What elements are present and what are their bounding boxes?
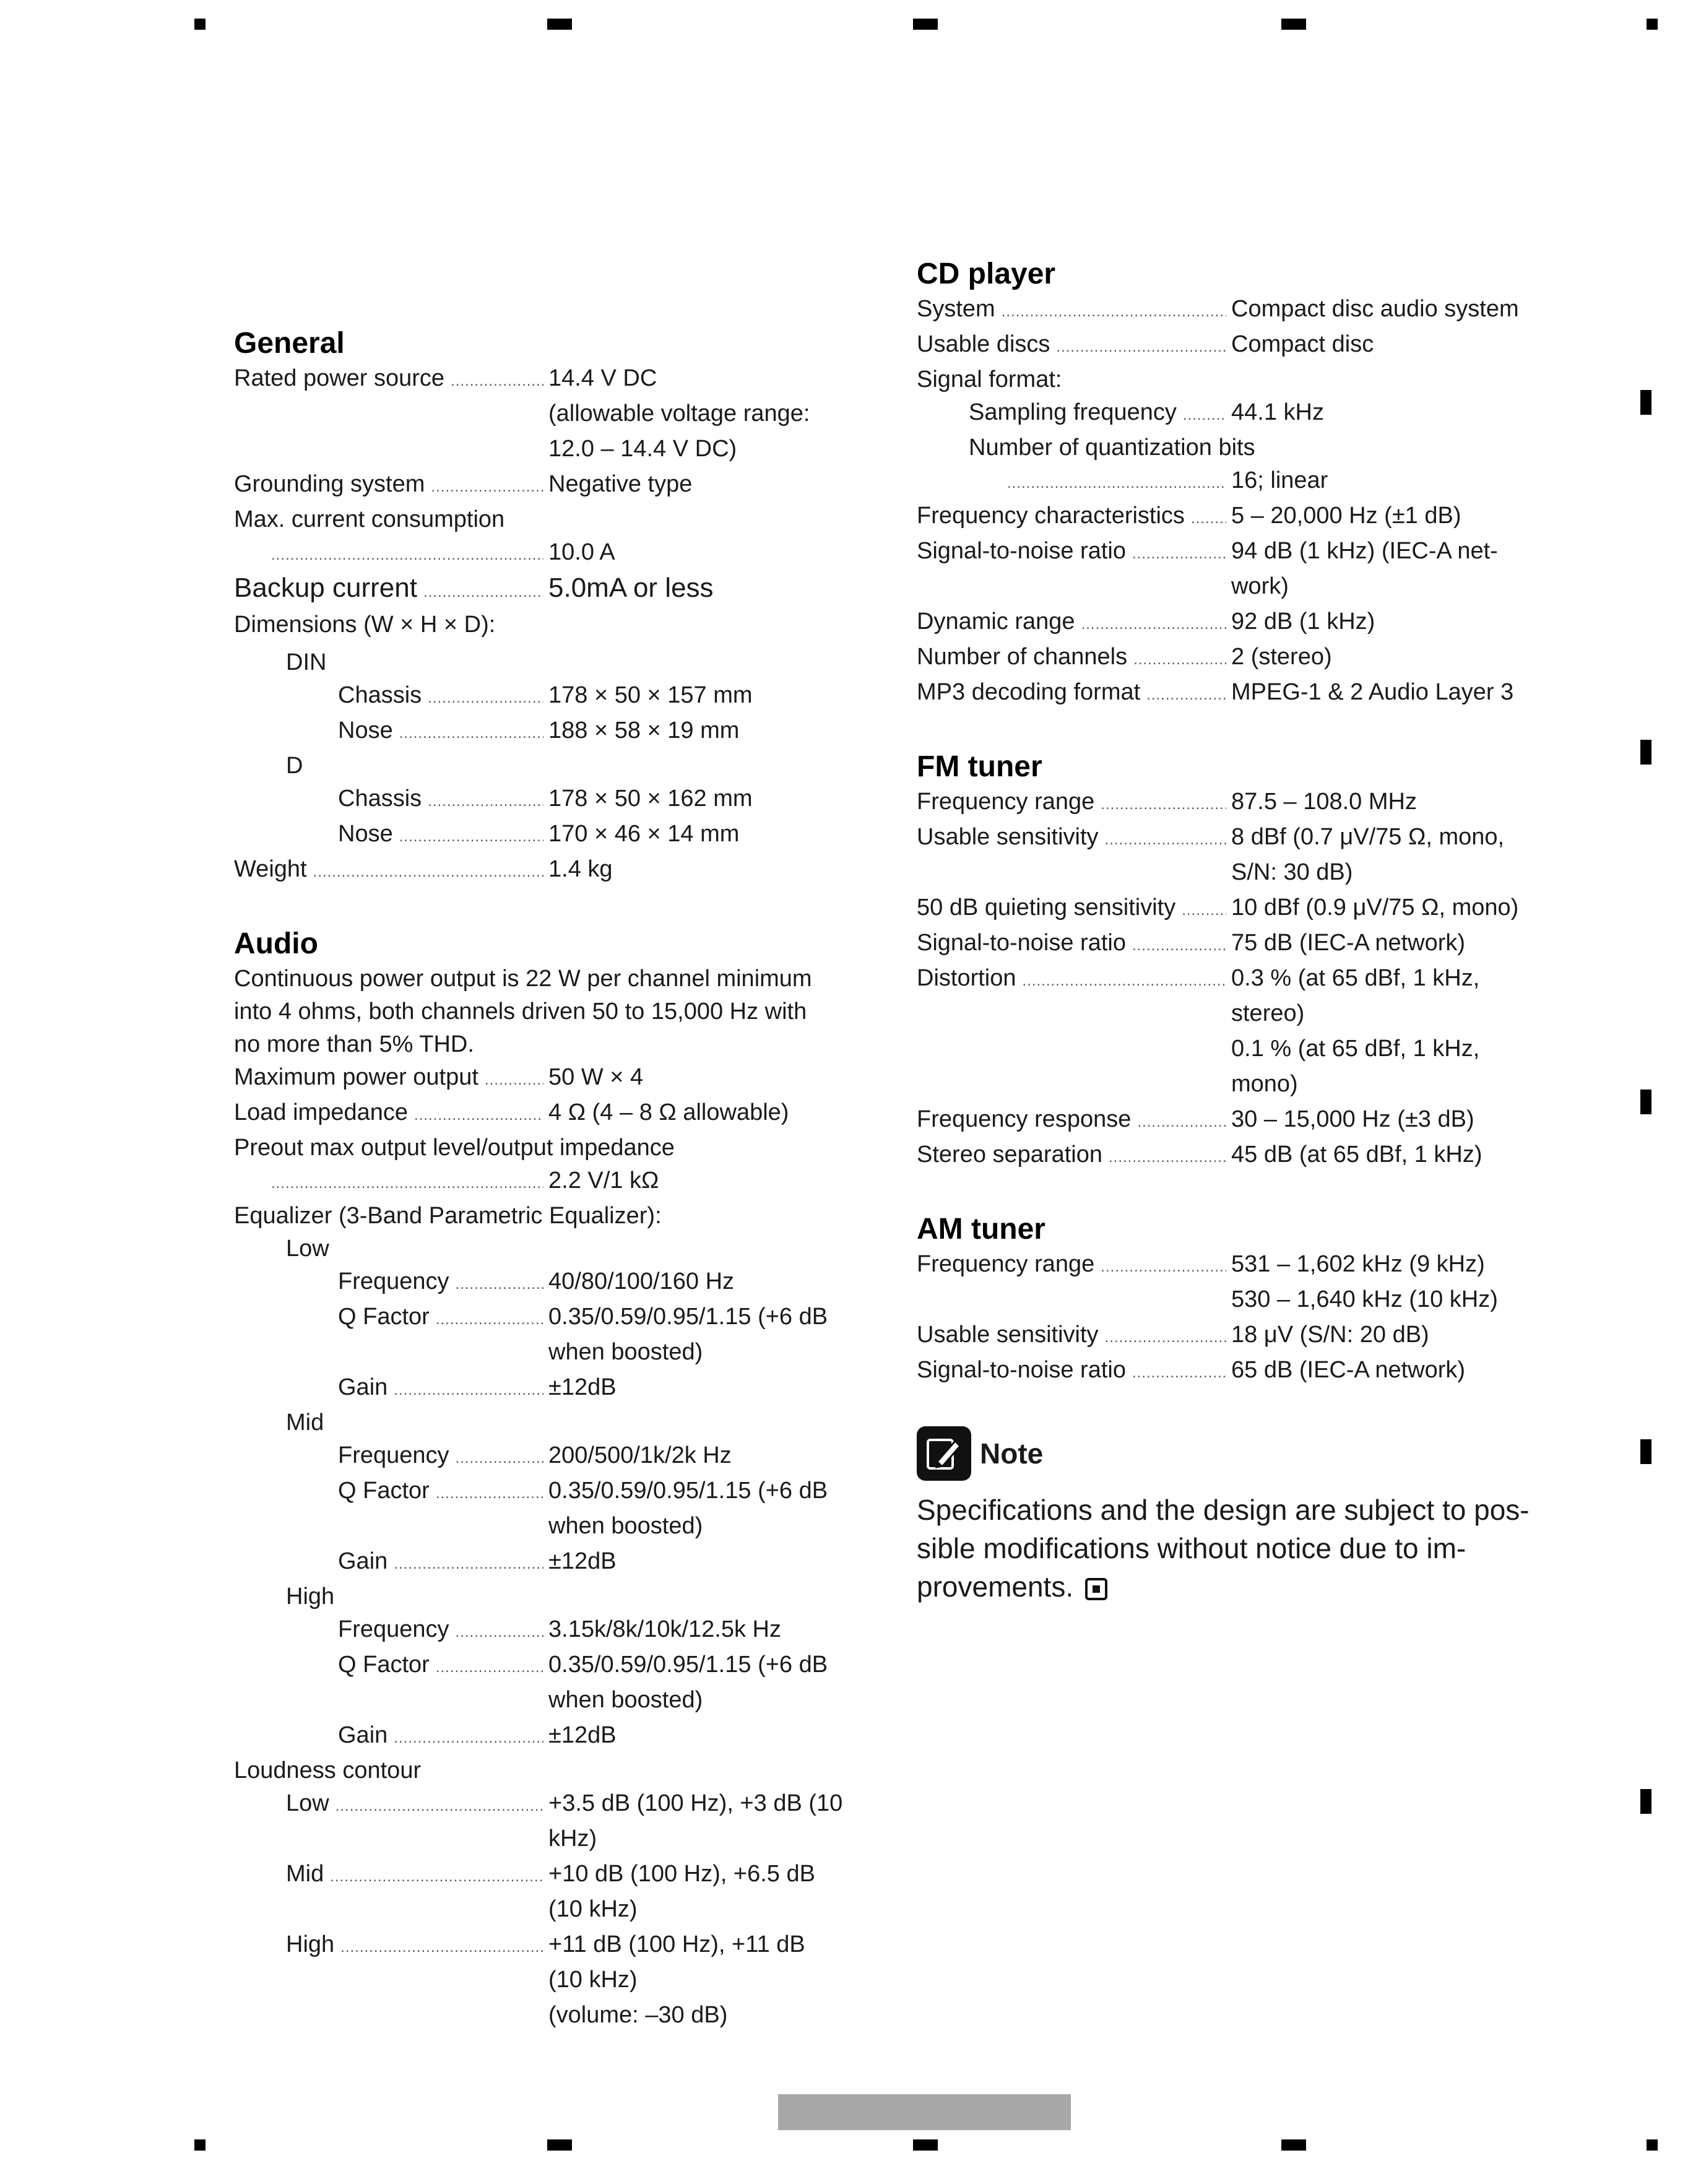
spec-label: Number of channels (917, 644, 1128, 670)
leader-dots (387, 1719, 543, 1754)
spec-value: (volume: –30 dB) (548, 2002, 728, 2028)
registration-mark (194, 2139, 206, 2151)
spec-label: Signal-to-noise ratio (917, 538, 1126, 564)
spec-row (234, 468, 878, 503)
spec-row (234, 1858, 878, 1893)
spec-value: 531 – 1,602 kHz (9 kHz) (1231, 1251, 1485, 1277)
spec-row (234, 1719, 878, 1754)
spec-value: 14.4 V DC (548, 365, 657, 391)
leader-dots (995, 293, 1226, 328)
spec-value: 530 – 1,640 kHz (10 kHz) (1231, 1286, 1498, 1312)
leader-dots (1016, 962, 1227, 997)
spec-row (234, 750, 878, 782)
general-title: General (234, 327, 345, 360)
leader-dots (422, 782, 543, 818)
audio-intro-line: Continuous power output is 22 W per channel minimum (234, 966, 812, 992)
spec-label: System (917, 296, 995, 322)
leader-dots (449, 1265, 543, 1301)
leader-dots (1127, 641, 1226, 676)
leader-dots (408, 1096, 543, 1132)
leader-dots (1131, 1103, 1226, 1138)
spec-row (917, 328, 1573, 363)
spec-value: Compact disc audio system (1231, 296, 1519, 322)
spec-value: 170 × 46 × 14 mm (548, 821, 740, 847)
spec-value: 87.5 – 108.0 MHz (1231, 789, 1417, 815)
spec-label: Stereo separation (917, 1142, 1102, 1168)
leader-dots (444, 362, 543, 397)
spec-label: Backup current (234, 573, 417, 603)
spec-row (917, 464, 1573, 500)
spec-label: D (286, 753, 303, 779)
leader-dots (393, 818, 543, 853)
spec-value: ±12dB (548, 1374, 617, 1400)
spec-row (234, 1265, 878, 1301)
spec-row (234, 1684, 878, 1719)
spec-label: Equalizer (3-Band Parametric Equalizer): (234, 1203, 662, 1229)
spec-label: Grounding system (234, 471, 425, 497)
spec-value: Negative type (548, 471, 693, 497)
leader-dots (417, 571, 543, 609)
spec-value: 92 dB (1 kHz) (1231, 609, 1375, 635)
fm-tuner-spec-list (917, 786, 1573, 1174)
leader-dots (307, 853, 543, 888)
leader-dots (430, 1301, 543, 1336)
leader-dots (265, 536, 543, 571)
registration-mark (913, 19, 938, 30)
spec-value: 0.35/0.59/0.95/1.15 (+6 dB (548, 1478, 828, 1504)
leader-dots (430, 1649, 543, 1684)
spec-value: stereo) (1231, 1000, 1305, 1026)
spec-label: Frequency (338, 1616, 449, 1642)
spec-row (917, 535, 1573, 570)
leader-dots (1126, 535, 1226, 570)
spec-label: DIN (286, 649, 327, 675)
registration-mark (1647, 2139, 1658, 2151)
note-text (917, 1491, 1536, 1606)
spec-label: Signal-to-noise ratio (917, 930, 1126, 956)
spec-row (234, 503, 878, 536)
spec-value: 1.4 kg (548, 856, 613, 882)
spec-row (234, 571, 878, 609)
spec-row (234, 1406, 878, 1439)
spec-value: 4 Ω (4 – 8 Ω allowable) (548, 1099, 789, 1125)
spec-value: when boosted) (548, 1339, 703, 1365)
spec-row (917, 997, 1573, 1033)
spec-label: Nose (338, 717, 393, 743)
leader-dots (1175, 891, 1226, 927)
spec-label: Frequency response (917, 1106, 1132, 1132)
spec-label: Chassis (338, 786, 422, 812)
note-line: provements. (917, 1571, 1074, 1603)
spec-label: Frequency (338, 1442, 449, 1468)
spec-value: 5.0mA or less (548, 573, 714, 603)
spec-row (917, 500, 1573, 535)
registration-mark (1281, 2139, 1306, 2151)
leader-dots (449, 1439, 543, 1475)
leader-dots (387, 1371, 543, 1406)
spec-row (234, 1371, 878, 1406)
spec-label: Usable sensitivity (917, 1322, 1099, 1348)
spec-label: Frequency range (917, 789, 1095, 815)
spec-value: 5 – 20,000 Hz (±1 dB) (1231, 503, 1461, 529)
note-line: Specifications and the design are subject to pos- (917, 1494, 1530, 1526)
general-spec-list (234, 362, 878, 888)
cd-player-spec-list (917, 293, 1573, 711)
spec-value: 178 × 50 × 157 mm (548, 682, 753, 708)
spec-value: 75 dB (IEC-A network) (1231, 930, 1466, 956)
spec-value: 12.0 – 14.4 V DC) (548, 436, 737, 462)
spec-row (234, 609, 878, 641)
spec-row (234, 1336, 878, 1371)
spec-row (234, 1301, 878, 1336)
leader-dots (1099, 1319, 1226, 1354)
leader-dots (478, 1061, 543, 1096)
spec-row (234, 1545, 878, 1580)
spec-value: MPEG-1 & 2 Audio Layer 3 (1231, 679, 1514, 705)
spec-row (234, 362, 878, 397)
right-column (917, 256, 1573, 1606)
spec-value: 0.35/0.59/0.95/1.15 (+6 dB (548, 1652, 828, 1678)
spec-label: Usable sensitivity (917, 824, 1099, 850)
spec-row (234, 1613, 878, 1649)
spec-value: (10 kHz) (548, 1967, 638, 1993)
spec-value: 94 dB (1 kHz) (IEC-A net- (1231, 538, 1498, 564)
spec-row (917, 431, 1573, 464)
spec-row (234, 782, 878, 818)
spec-row (234, 1061, 878, 1096)
registration-mark (547, 19, 572, 30)
spec-label: Signal-to-noise ratio (917, 1357, 1126, 1383)
spec-row (917, 1354, 1573, 1389)
page-number-bar (778, 2094, 1071, 2130)
spec-value: (allowable voltage range: (548, 401, 810, 427)
leader-dots (422, 679, 543, 714)
spec-label: Max. current consumption (234, 506, 505, 532)
spec-value: work) (1231, 573, 1289, 599)
spec-row (917, 605, 1573, 641)
registration-mark (1281, 19, 1306, 30)
spec-row (234, 1580, 878, 1613)
leader-dots (334, 1928, 543, 1964)
spec-row (234, 1649, 878, 1684)
spec-label: Q Factor (338, 1652, 430, 1678)
registration-mark (1640, 1439, 1651, 1464)
spec-label: MP3 decoding format (917, 679, 1141, 705)
registration-mark (1640, 1090, 1651, 1114)
spec-value: 18 μV (S/N: 20 dB) (1231, 1322, 1429, 1348)
spec-value: 65 dB (IEC-A network) (1231, 1357, 1466, 1383)
am-tuner-title: AM tuner (917, 1213, 1045, 1246)
leader-dots (1102, 1138, 1226, 1174)
spec-label: Preout max output level/output impedance (234, 1135, 675, 1161)
spec-row (234, 679, 878, 714)
spec-row (917, 676, 1573, 711)
spec-label: High (286, 1931, 335, 1957)
audio-intro-line: into 4 ohms, both channels driven 50 to 15,000 Hz with (234, 999, 807, 1025)
spec-label: Load impedance (234, 1099, 408, 1125)
spec-value: 3.15k/8k/10k/12.5k Hz (548, 1616, 781, 1642)
leader-dots (425, 468, 543, 503)
spec-row (234, 1999, 878, 2034)
spec-label: Q Factor (338, 1478, 430, 1504)
spec-value: 16; linear (1231, 467, 1328, 493)
leader-dots (1185, 500, 1226, 535)
fm-tuner-title: FM tuner (917, 750, 1042, 783)
spec-row (917, 1319, 1573, 1354)
spec-row (234, 1200, 878, 1233)
registration-mark (1640, 1789, 1651, 1814)
spec-value: S/N: 30 dB) (1231, 859, 1353, 885)
spec-row (917, 821, 1573, 856)
spec-label: Rated power source (234, 365, 445, 391)
spec-row (917, 641, 1573, 676)
spec-row (917, 786, 1573, 821)
leader-dots (1140, 676, 1226, 711)
spec-value: +11 dB (100 Hz), +11 dB (548, 1931, 805, 1957)
spec-label: Dimensions (W × H × D): (234, 612, 496, 638)
spec-label: Weight (234, 856, 307, 882)
spec-label: High (286, 1584, 335, 1610)
spec-row (917, 396, 1573, 431)
spec-value: +10 dB (100 Hz), +6.5 dB (548, 1861, 815, 1887)
spec-row (234, 1893, 878, 1928)
spec-value: 44.1 kHz (1231, 399, 1324, 425)
spec-row (234, 433, 878, 468)
note-line: sible modifications without notice due to im- (917, 1532, 1466, 1564)
spec-row (917, 891, 1573, 927)
spec-value: 0.35/0.59/0.95/1.15 (+6 dB (548, 1304, 828, 1330)
spec-row (234, 1233, 878, 1265)
leader-dots (387, 1545, 543, 1580)
spec-row (234, 1928, 878, 1964)
spec-value: (10 kHz) (548, 1896, 638, 1922)
spec-label: 50 dB quieting sensitivity (917, 895, 1176, 921)
audio-intro (234, 963, 878, 1061)
spec-row (234, 1164, 878, 1200)
note-header (917, 1426, 1573, 1481)
spec-label: Gain (338, 1374, 388, 1400)
spec-value: 0.3 % (at 65 dBf, 1 kHz, (1231, 965, 1480, 991)
spec-row (234, 818, 878, 853)
spec-label: Usable discs (917, 331, 1050, 357)
registration-mark (1640, 390, 1651, 415)
spec-value: 0.1 % (at 65 dBf, 1 kHz, (1231, 1036, 1480, 1062)
leader-dots (1094, 1248, 1226, 1283)
pencil-note-icon (917, 1426, 971, 1481)
spec-value: kHz) (548, 1826, 597, 1852)
leader-dots (1050, 328, 1226, 363)
leader-dots (1177, 396, 1226, 431)
spec-value: ±12dB (548, 1722, 617, 1748)
spec-row (234, 714, 878, 750)
spec-row (917, 1033, 1573, 1068)
spec-row (917, 363, 1573, 396)
spec-row (917, 293, 1573, 328)
spec-label: Gain (338, 1722, 388, 1748)
spec-row (234, 1964, 878, 1999)
spec-row (234, 1510, 878, 1545)
spec-value: 30 – 15,000 Hz (±3 dB) (1231, 1106, 1474, 1132)
leader-dots (1099, 821, 1226, 856)
spec-label: Sampling frequency (969, 399, 1177, 425)
spec-row (234, 1096, 878, 1132)
spec-label: Maximum power output (234, 1064, 478, 1090)
spec-row (234, 646, 878, 679)
spec-value: 40/80/100/160 Hz (548, 1268, 735, 1294)
spec-value: +3.5 dB (100 Hz), +3 dB (10 (548, 1790, 843, 1816)
spec-row (917, 1248, 1573, 1283)
spec-label: Low (286, 1236, 329, 1262)
audio-intro-line: no more than 5% THD. (234, 1031, 474, 1057)
spec-label: Low (286, 1790, 329, 1816)
spec-row (234, 1475, 878, 1510)
leader-dots (393, 714, 543, 750)
spec-label: Frequency (338, 1268, 449, 1294)
spec-row (917, 1103, 1573, 1138)
registration-mark (1647, 19, 1658, 30)
leader-dots (1094, 786, 1226, 821)
left-column (234, 325, 878, 2034)
spec-row (917, 1138, 1573, 1174)
spec-label: Frequency range (917, 1251, 1095, 1277)
spec-label: Dynamic range (917, 609, 1075, 635)
spec-row (234, 1787, 878, 1822)
spec-value: 8 dBf (0.7 μV/75 Ω, mono, (1231, 824, 1505, 850)
spec-label: Nose (338, 821, 393, 847)
leader-dots (1001, 464, 1226, 500)
registration-mark (194, 19, 206, 30)
spec-value: 45 dB (at 65 dBf, 1 kHz) (1231, 1142, 1482, 1168)
spec-row (234, 1132, 878, 1164)
spec-row (234, 853, 878, 888)
registration-mark (547, 2139, 572, 2151)
audio-title: Audio (234, 927, 318, 960)
note-title: Note (980, 1437, 1044, 1470)
spec-value: 188 × 58 × 19 mm (548, 717, 740, 743)
leader-dots (329, 1787, 543, 1822)
spec-row (234, 1822, 878, 1858)
spec-label: Mid (286, 1861, 324, 1887)
spec-row (234, 397, 878, 433)
spec-row (917, 570, 1573, 605)
audio-spec-list (234, 1061, 878, 2034)
leader-dots (449, 1613, 543, 1649)
spec-label: Loudness contour (234, 1757, 422, 1783)
spec-value: 10.0 A (548, 539, 615, 565)
spec-label: Signal format: (917, 366, 1062, 392)
leader-dots (265, 1164, 543, 1200)
spec-value: 50 W × 4 (548, 1064, 644, 1090)
spec-value: when boosted) (548, 1687, 703, 1713)
leader-dots (324, 1858, 543, 1893)
spec-value: Compact disc (1231, 331, 1374, 357)
spec-row (234, 1754, 878, 1787)
registration-mark (1640, 740, 1651, 765)
spec-row (917, 927, 1573, 962)
spec-row (234, 536, 878, 571)
spec-label: Distortion (917, 965, 1016, 991)
spec-label: Q Factor (338, 1304, 430, 1330)
spec-label: Gain (338, 1548, 388, 1574)
leader-dots (1126, 927, 1226, 962)
am-tuner-spec-list (917, 1248, 1573, 1389)
spec-value: ±12dB (548, 1548, 617, 1574)
spec-row (917, 1283, 1573, 1319)
cd-player-title: CD player (917, 258, 1056, 290)
spec-label: Frequency characteristics (917, 503, 1185, 529)
spec-row (917, 962, 1573, 997)
registration-mark (913, 2139, 938, 2151)
end-mark-icon (1085, 1578, 1107, 1600)
leader-dots (1075, 605, 1226, 641)
spec-row (917, 1068, 1573, 1103)
spec-row (917, 856, 1573, 891)
spec-value: 178 × 50 × 162 mm (548, 786, 753, 812)
spec-value: 2 (stereo) (1231, 644, 1332, 670)
spec-row (234, 1439, 878, 1475)
leader-dots (430, 1475, 543, 1510)
leader-dots (1126, 1354, 1226, 1389)
spec-value: 10 dBf (0.9 μV/75 Ω, mono) (1231, 895, 1519, 921)
spec-label: Mid (286, 1410, 324, 1436)
spec-label: Number of quantization bits (969, 435, 1255, 461)
spec-value: mono) (1231, 1071, 1298, 1097)
spec-value: 200/500/1k/2k Hz (548, 1442, 732, 1468)
spec-label: Chassis (338, 682, 422, 708)
spec-value: when boosted) (548, 1513, 703, 1539)
spec-value: 2.2 V/1 kΩ (548, 1168, 659, 1194)
